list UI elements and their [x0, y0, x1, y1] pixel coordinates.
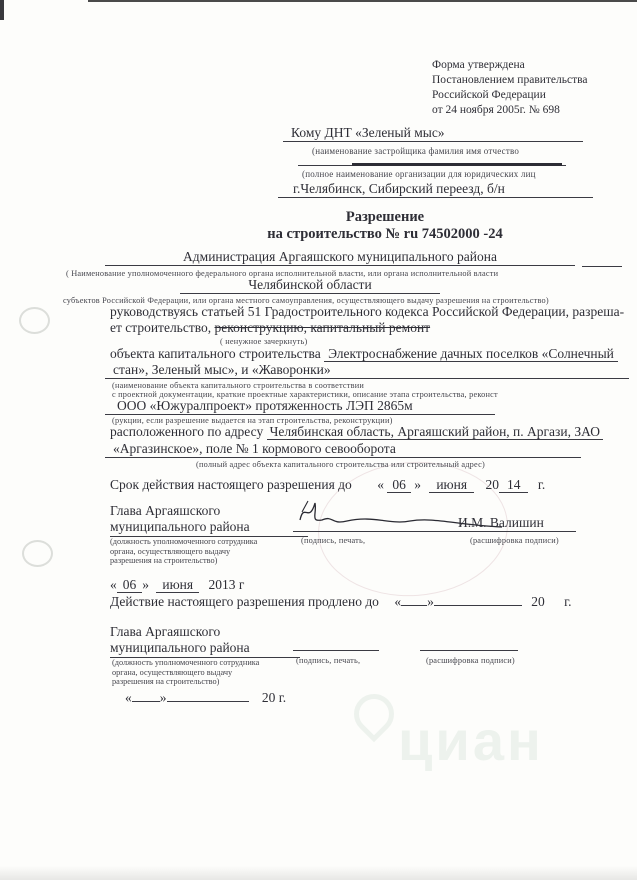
- open-quote: «: [110, 577, 117, 592]
- caption-line: органа, осуществляющего выдачу: [110, 546, 231, 556]
- object-caption-3: (рукции, если разрешение выдается на этап строительства, реконструкции): [112, 416, 393, 425]
- location-pin-icon: [346, 686, 403, 743]
- address-caption: (полный адрес объекта капитального строительства или строительный адрес): [196, 460, 485, 469]
- open-quote: «: [377, 477, 384, 492]
- caption-line: разрешения на строительство): [110, 556, 218, 565]
- object-caption-2: с проектной документации, краткие проектные характеристики, описание этапа строительства, реконст: [112, 390, 498, 399]
- object-label: объекта капитального строительства: [110, 346, 321, 361]
- caption-line: разрешения на строительство): [112, 677, 220, 686]
- issue-date-line: [110, 577, 244, 593]
- authority-caption-top: ( Наименование уполномоченного федерального органа исполнительной власти, или органа исполнительной власти: [66, 269, 499, 278]
- address-value: Челябинская область, Аргаяшский район, п. Аргази, ЗАО: [267, 424, 603, 440]
- document-title: [130, 209, 637, 243]
- blank-rule: [582, 266, 622, 267]
- title-line-2: на строительство № ru 74502000 -24: [267, 226, 503, 242]
- signature-rule: [293, 650, 379, 651]
- guided-by-line: руководствуясь статьей 51 Градостроительного кодекса Российской Федерации, разреша-: [110, 304, 625, 319]
- hole-punch-mark: [22, 540, 53, 567]
- blank-day-field: [401, 593, 427, 606]
- form-note-line: Форма утверждена: [432, 59, 525, 71]
- title-line-1: Разрешение: [345, 209, 425, 225]
- open-quote: «: [394, 594, 402, 609]
- validity-year-suffix: 14: [499, 477, 529, 493]
- blank-day-field: [132, 689, 160, 702]
- addressee-line: Кому ДНТ «Зеленый мыс»: [283, 125, 583, 142]
- form-note-line: Российской Федерации: [432, 89, 546, 101]
- close-quote: »: [427, 594, 434, 609]
- signatory-name: И.М. Валишин: [452, 515, 576, 532]
- cian-watermark: циан: [398, 709, 544, 772]
- validity-label: Срок действия настоящего разрешения до: [110, 477, 352, 492]
- issue-year: 2013 г: [208, 577, 245, 592]
- close-quote: »: [159, 690, 167, 705]
- addressee-address: г.Челябинск, Сибирский переезд, б/н: [278, 181, 593, 198]
- object-line: [110, 346, 618, 362]
- position-line-1: Глава Аргаяшского: [110, 624, 221, 639]
- position-caption-1: [110, 537, 257, 566]
- form-note-line: от 24 ноября 2005г. № 698: [432, 104, 560, 116]
- object-caption-1: (наименование объекта капитального строительства в соответствии: [112, 381, 365, 390]
- caption-line: органа, осуществляющего выдачу: [112, 667, 233, 677]
- position-line-1: Глава Аргаяшского: [110, 503, 221, 518]
- authority-name: Администрация Аргаяшского муниципального района: [105, 249, 575, 266]
- open-quote: «: [125, 690, 132, 705]
- issue-day: 06: [117, 577, 143, 593]
- form-approval-note: [432, 58, 588, 118]
- form-note-line: Постановлением правительства: [432, 74, 588, 86]
- validity-month: июня: [429, 477, 474, 493]
- footer-year: 20 г.: [261, 690, 287, 705]
- object-address-continued: «Аргазинское», поле № 1 кормового севооборота: [105, 441, 581, 458]
- extension-year-prefix: 20: [531, 594, 545, 609]
- designer-line: ООО «Южуралпроект» протяженность ЛЭП 2865м: [105, 398, 495, 415]
- permit-kind-line: [110, 320, 625, 336]
- address-label: расположенного по адресу: [110, 424, 264, 439]
- footer-date-line: [125, 689, 286, 706]
- authority-caption-bottom: субъектов Российской Федерации, или органа местного самоуправления, осуществляющего выдачу разрешения на строительство): [63, 296, 549, 305]
- position-caption-2: [112, 658, 259, 687]
- position-line-2: муниципального района: [110, 519, 308, 537]
- object-address-line: [110, 424, 603, 440]
- signature-rule: [293, 531, 468, 532]
- scan-shadow-bottom: [0, 866, 637, 880]
- blank-month-field: [167, 689, 249, 702]
- extension-line: [110, 593, 571, 610]
- object-name-continued: стан», Зеленый мыс», и «Жаворонки»: [105, 362, 629, 379]
- caption-line: (должность уполномоченного сотрудника: [112, 658, 260, 667]
- authority-region: Челябинской области: [180, 277, 440, 294]
- close-quote: »: [414, 477, 421, 492]
- signatory-position-2: [110, 624, 315, 658]
- validity-year-unit: г.: [537, 477, 546, 492]
- scan-edge-top: [88, 0, 637, 2]
- position-line-2: муниципального района: [110, 640, 300, 658]
- struck-out-options: реконструкцию, капитальный ремонт: [214, 320, 431, 335]
- validity-day: 06: [387, 477, 411, 493]
- organization-caption: (полное наименование организации для юридических лиц: [302, 169, 536, 179]
- extension-year-unit: г.: [564, 594, 572, 609]
- issue-month: июня: [156, 577, 199, 593]
- hole-punch-mark: [19, 307, 50, 334]
- extension-label: Действие настоящего разрешения продлено до: [110, 594, 379, 609]
- name-caption: (расшифровка подписи): [426, 656, 515, 665]
- signatory-position-1: [110, 503, 315, 537]
- signature-caption: (подпись, печать,: [296, 656, 361, 665]
- validity-line: [110, 477, 545, 493]
- strike-note: ( ненужное зачеркнуть): [220, 337, 308, 346]
- signature-caption: (подпись, печать,: [301, 536, 366, 545]
- object-name: Электроснабжение дачных поселков «Солнечный: [324, 346, 618, 362]
- caption-line: (должность уполномоченного сотрудника: [110, 537, 258, 546]
- permit-kind-prefix: ет строительство,: [110, 320, 212, 335]
- name-rule: [420, 650, 518, 651]
- close-quote: »: [142, 577, 149, 592]
- addressee-caption: (наименование застройщика фамилия имя отчество: [312, 146, 520, 156]
- name-caption: (расшифровка подписи): [470, 536, 559, 545]
- validity-year-prefix: 20: [485, 477, 499, 492]
- blank-rule-bold: [352, 163, 562, 166]
- blank-month-field: [434, 593, 522, 606]
- scan-corner-mark: [0, 0, 4, 20]
